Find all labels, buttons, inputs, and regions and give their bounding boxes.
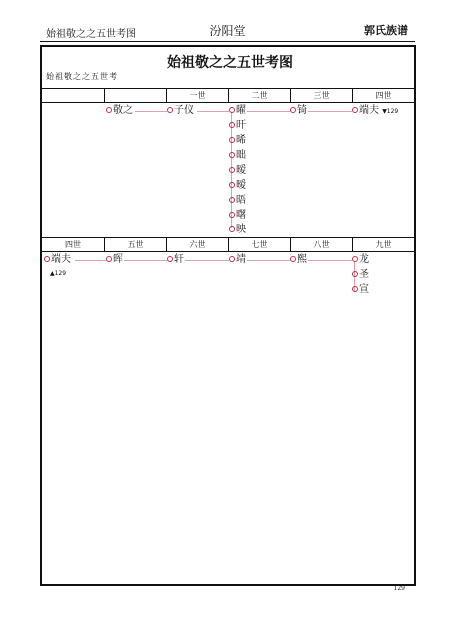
page-subtitle: 始祖敬之之五世考 — [46, 72, 118, 81]
person-name: 子仪 — [174, 105, 194, 116]
node-marker — [229, 182, 235, 188]
node-marker — [352, 271, 358, 277]
person-name: 暧 — [236, 180, 246, 191]
node-marker — [352, 107, 358, 113]
person-node — [167, 105, 194, 117]
gen-header-cell: 五世 — [104, 238, 166, 251]
person-name: 晖 — [113, 254, 123, 265]
person-node — [229, 165, 246, 177]
person-name: 宣 — [359, 284, 369, 295]
node-marker — [352, 256, 358, 262]
node-marker — [229, 107, 235, 113]
person-name: 昢 — [236, 150, 246, 161]
person-node — [229, 195, 246, 207]
header-center-title: 汾阳堂 — [209, 24, 246, 38]
person-name: 圣 — [359, 269, 369, 280]
lineage-link — [75, 260, 106, 261]
gen-header-cell: 六世 — [166, 238, 228, 251]
node-marker — [229, 197, 235, 203]
page-reference-down: ▼129 — [382, 108, 399, 115]
person-node — [229, 105, 246, 117]
gen-header-cell — [104, 89, 166, 102]
lineage-link — [185, 260, 229, 261]
page-frame — [40, 45, 416, 586]
person-node — [229, 150, 246, 162]
person-name: 暧 — [236, 165, 246, 176]
person-node — [352, 269, 369, 281]
person-node — [229, 210, 246, 222]
person-name: 锜 — [297, 105, 307, 116]
person-name: 旰 — [236, 120, 246, 131]
header-right-title: 郭氏族谱 — [364, 24, 408, 37]
person-name: 龙 — [359, 254, 369, 265]
gen-header-cell: 一世 — [166, 89, 228, 102]
generation-header-row-2 — [42, 237, 414, 252]
node-marker — [290, 107, 296, 113]
header-rule — [40, 41, 415, 42]
person-name: 靖 — [236, 254, 246, 265]
person-node — [106, 254, 123, 266]
person-node — [44, 254, 71, 266]
lineage-link — [308, 111, 352, 112]
person-node — [290, 254, 307, 266]
node-marker — [290, 256, 296, 262]
person-name: 敬之 — [113, 105, 133, 116]
person-name: 熙 — [297, 254, 307, 265]
node-marker — [229, 226, 235, 232]
header-left-title: 始祖敬之之五世考图 — [46, 29, 136, 40]
node-marker — [106, 107, 112, 113]
person-node — [229, 224, 246, 236]
generation-header-row-1 — [42, 88, 414, 103]
person-node — [167, 254, 184, 266]
node-marker — [44, 256, 50, 262]
person-name: 曜 — [236, 105, 246, 116]
person-name: 映 — [236, 224, 246, 235]
lineage-link — [135, 111, 167, 112]
lineage-link — [197, 111, 229, 112]
lineage-link — [247, 111, 290, 112]
page-reference-up-wrap — [50, 267, 66, 280]
page-number: 129 — [393, 585, 405, 592]
gen-header-cell — [42, 89, 104, 102]
node-marker — [352, 286, 358, 292]
person-name: 晤 — [236, 195, 246, 206]
node-marker — [229, 152, 235, 158]
node-marker — [106, 256, 112, 262]
person-name: 曙 — [236, 210, 246, 221]
person-name: 端夫 — [359, 105, 379, 116]
person-node — [106, 105, 133, 117]
gen-header-cell: 九世 — [352, 238, 414, 251]
node-marker — [229, 167, 235, 173]
person-name: 端夫 — [51, 254, 71, 265]
gen-header-cell: 七世 — [228, 238, 290, 251]
gen-header-cell: 八世 — [290, 238, 352, 251]
person-node — [229, 135, 246, 147]
gen-header-cell: 二世 — [228, 89, 290, 102]
gen-header-cell: 三世 — [290, 89, 352, 102]
lineage-link — [308, 260, 352, 261]
person-node — [352, 105, 398, 118]
node-marker — [229, 137, 235, 143]
person-name: 轩 — [174, 254, 184, 265]
lineage-link — [247, 260, 290, 261]
node-marker — [229, 256, 235, 262]
node-marker — [229, 122, 235, 128]
person-node — [352, 284, 369, 296]
person-node — [352, 254, 369, 266]
node-marker — [167, 256, 173, 262]
gen-header-cell: 四世 — [352, 89, 414, 102]
gen-header-cell: 四世 — [65, 240, 81, 249]
page-title: 始祖敬之之五世考图 — [167, 55, 293, 71]
node-marker — [167, 107, 173, 113]
person-node — [229, 180, 246, 192]
person-node — [229, 254, 246, 266]
person-name: 晞 — [236, 135, 246, 146]
lineage-link — [124, 260, 167, 261]
person-node — [290, 105, 307, 117]
node-marker — [229, 212, 235, 218]
page-reference-up: ▲129 — [50, 270, 67, 277]
person-node — [229, 120, 246, 132]
